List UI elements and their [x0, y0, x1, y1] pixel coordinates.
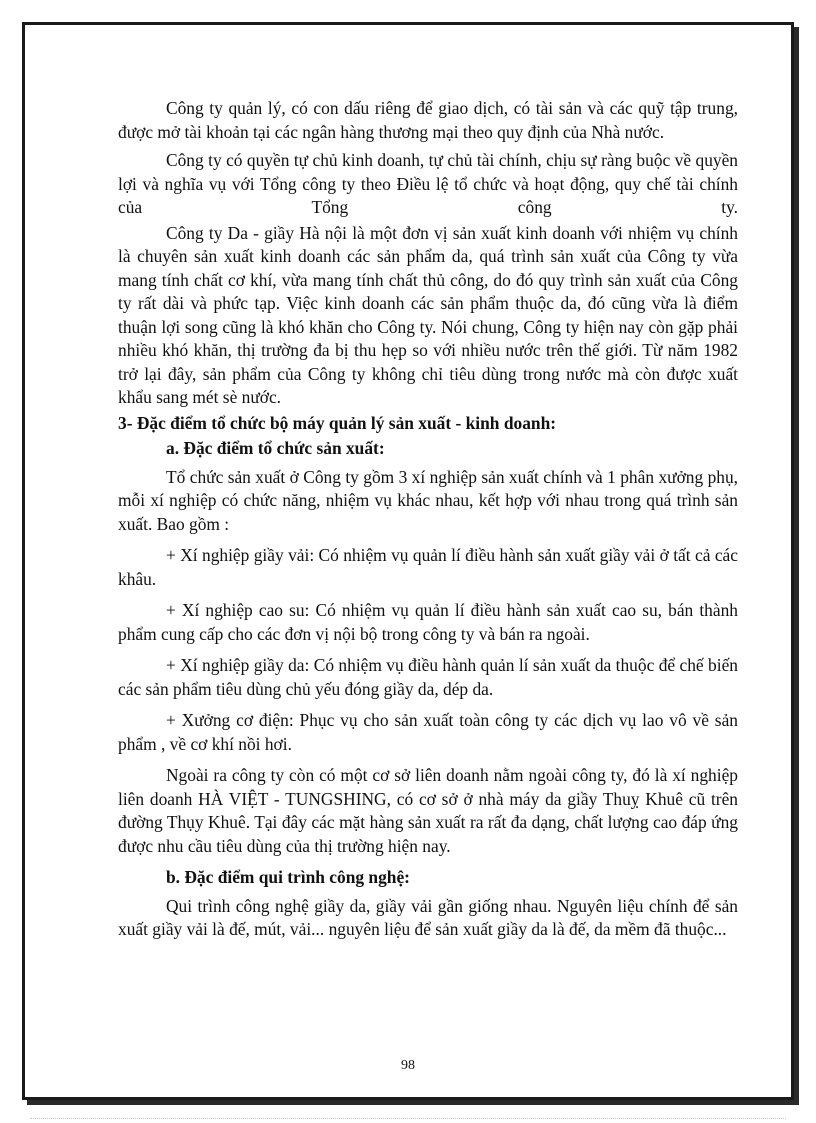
- page-number: 98: [401, 1058, 415, 1073]
- list-item-rubber-factory: + Xí nghiệp cao su: Có nhiệm vụ quản lí điều hành sản xuất cao su, bán thành phẩm cung cấp cho các đơn vị nội bộ trong công ty và bán ra ngoài.: [118, 600, 738, 644]
- paragraph-production-structure: Tổ chức sản xuất ở Công ty gồm 3 xí nghiệp sản xuất chính và 1 phân xưởng phụ, mỗi xí nghiệp có chức năng, nhiệm vụ khác nhau, kết hợp với nhau trong quá trình sản xuất. Bao gồm :: [118, 466, 738, 534]
- bottom-divider: [30, 1118, 786, 1119]
- paragraph-joint-venture: Ngoài ra công ty còn có một cơ sở liên doanh nằm ngoài công ty, đó là xí nghiệp liên doanh HÀ VIỆT - TUNGSHING, có cơ sở ở nhà máy da giầy Thuỵ Khuê cũ trên đường Thụy Khuê. Tại đây các mặt hàng sản xuất ra rất đa dạng, chất lượng cao đáp ứng được nhu cầu tiêu dùng của thị trường hiện nay.: [118, 765, 738, 856]
- paragraph-company-overview: Công ty Da - giầy Hà nội là một đơn vị sản xuất kinh doanh với nhiệm vụ chính là chuyên sản xuất kinh doanh các sản phẩm da, quá trình sản xuất của Công ty vừa mang tính chất cơ khí, vừa mang tính chất thủ công, do đó quy trình sản xuất của Công ty rất dài và phức tạp. Việc kinh doanh các sản phẩm thuộc da, đó cũng vừa là điểm thuận lợi song cũng là khó khăn cho Công ty. Nói chung, Công ty hiện nay còn gặp phải nhiều khó khăn, thị trường đa bị thu hẹp so với nhiều nước trên thế giới. Từ năm 1982 trở lại đây, sản phẩm của Công ty không chỉ tiêu dùng trong nước mà còn được xuất khẩu sang mét sè nước.: [118, 222, 738, 407]
- list-item-leather-shoe-factory: + Xí nghiệp giầy da: Có nhiệm vụ điều hành quản lí sản xuất da thuộc để chế biến các sản phẩm tiêu dùng chủ yếu đóng giầy da, dép da.: [118, 655, 738, 699]
- subheading-technology-process: b. Đặc điểm qui trình công nghệ:: [166, 867, 410, 887]
- list-item-canvas-shoe-factory: + Xí nghiệp giầy vải: Có nhiệm vụ quản lí điều hành sản xuất giầy vải ở tất cả các khâu.: [118, 545, 738, 589]
- subheading-production-organization: a. Đặc điểm tổ chức sản xuất:: [166, 438, 385, 458]
- paragraph-company-management: Công ty quản lý, có con dấu riêng để giao dịch, có tài sản và các quỹ tập trung, được mở tài khoản tại các ngân hàng thương mại theo quy định của Nhà nước.: [118, 98, 738, 142]
- paragraph-company-autonomy: Công ty có quyền tự chủ kinh doanh, tự chủ tài chính, chịu sự ràng buộc về quyền lợi và nghĩa vụ với Tổng công ty theo Điều lệ tổ chức và hoạt động, quy chế tài chính của Tổng công ty.: [118, 150, 738, 217]
- paragraph-technology-process: Qui trình công nghệ giầy da, giầy vải gần giống nhau. Nguyên liệu chính để sản xuất giầy vải là đế, mút, vải... nguyên liệu để sản xuất giầy da là đế, da mềm đã thuộc...: [118, 895, 738, 939]
- list-item-mechanical-workshop: + Xưởng cơ điện: Phục vụ cho sản xuất toàn công ty các dịch vụ lao vô về sản phẩm , về cơ khí nồi hơi.: [118, 710, 738, 754]
- section-heading-organization: 3- Đặc điểm tổ chức bộ máy quản lý sản xuất - kinh doanh:: [118, 412, 557, 433]
- document-body: [118, 97, 738, 942]
